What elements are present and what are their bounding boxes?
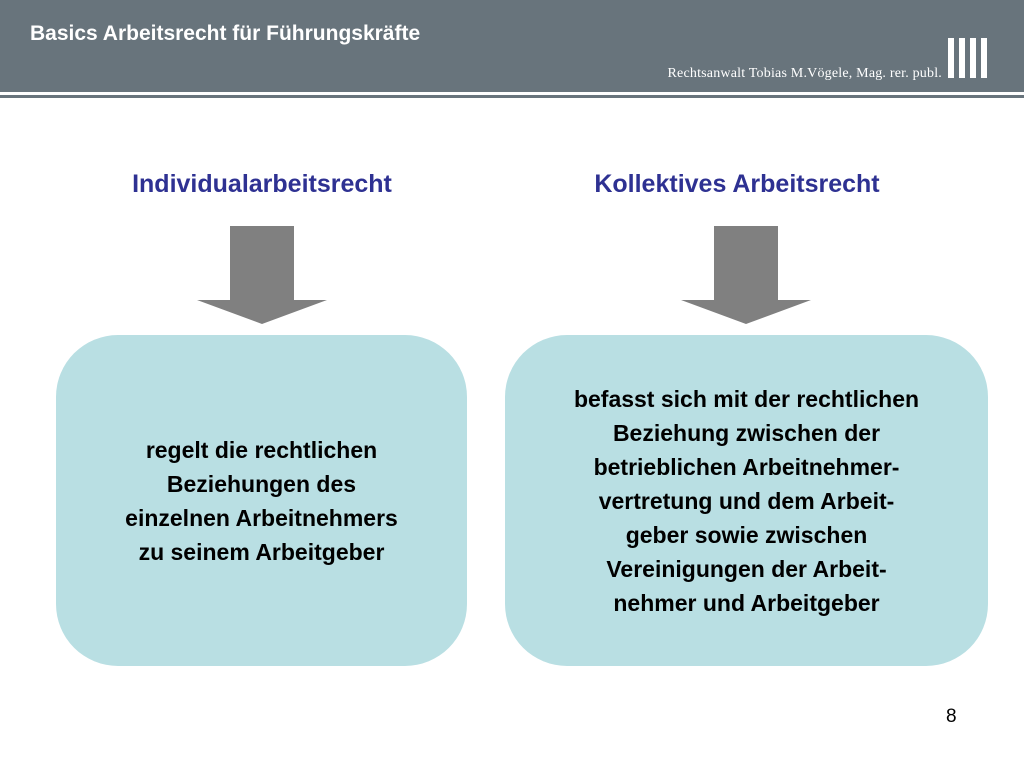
- header-divider: [0, 95, 1024, 98]
- slide-title: Basics Arbeitsrecht für Führungskräfte: [30, 22, 421, 45]
- page-number: 8: [946, 706, 957, 727]
- heading-kollektives-arbeitsrecht: Kollektives Arbeitsrecht: [594, 170, 880, 198]
- heading-individualarbeitsrecht: Individualarbeitsrecht: [132, 170, 392, 198]
- down-arrow-icon: [197, 226, 327, 324]
- collective-law-description: befasst sich mit der rechtlichen Beziehung zwischen der betrieblichen Arbeitnehmer- vertretung und dem Arbeit- geber sowie zwischen Vereinigungen der Arbeit- nehmer und Arbeitgeber: [573, 385, 920, 616]
- individual-law-description: regelt die rechtlichen Beziehungen des einzelnen Arbeitnehmers zu seinem Arbeitgeber: [125, 436, 398, 565]
- collective-law-box: [505, 335, 988, 666]
- four-bars-logo-icon: [948, 38, 988, 78]
- slide-header: [0, 0, 1024, 92]
- author-line: Rechtsanwalt Tobias M.Vögele, Mag. rer. publ.: [667, 66, 942, 81]
- individual-law-box: [56, 335, 467, 666]
- down-arrow-icon: [681, 226, 811, 324]
